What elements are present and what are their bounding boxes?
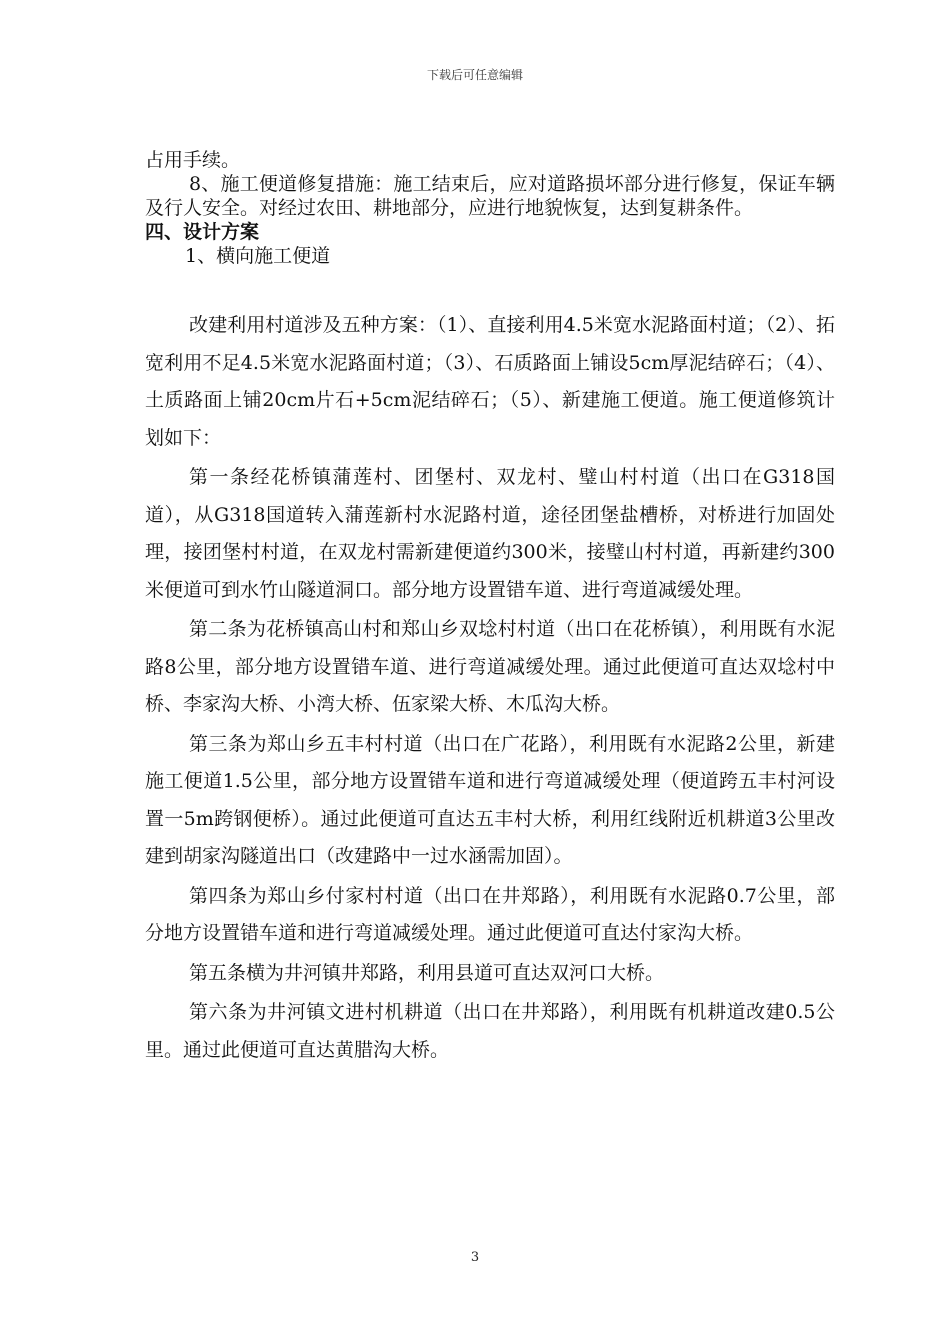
paragraph-schemes: 改建利用村道涉及五种方案：（1）、直接利用4.5米宽水泥路面村道；（2）、拓宽利用不足4.5米宽水泥路面村道；（3）、石质路面上铺设5cm厚泥结碎石；（4）、土质路面上铺20cm片石+5cm泥结碎石；（5）、新建施工便道。施工便道修筑计划如下： (145, 314, 835, 449)
page-number: 3 (470, 1250, 480, 1265)
section-heading: 四、设计方案 (145, 221, 260, 243)
paragraph-route-6: 第六条为井河镇文进村机耕道（出口在井郑路），利用既有机耕道改建0.5公里。通过此便道可直达黄腊沟大桥。 (145, 1001, 835, 1061)
paragraph-route-2: 第二条为花桥镇高山村和郑山乡双埝村村道（出口在花桥镇），利用既有水泥路8公里，部分地方设置错车道、进行弯道减缓处理。通过此便道可直达双埝村中桥、李家沟大桥、小湾大桥、伍家梁大桥、木瓜沟大桥。 (145, 618, 835, 715)
paragraph-route-3: 第三条为郑山乡五丰村村道（出口在广花路），利用既有水泥路2公里，新建施工便道1.5公里，部分地方设置错车道和进行弯道减缓处理（便道跨五丰村河设置一5m跨钢便桥）。通过此便道可直达五丰村大桥，利用红线附近机耕道3公里改建到胡家沟隧道出口（改建路中一过水涵需加固）。 (145, 732, 835, 867)
paragraph-route-1: 第一条经花桥镇蒲莲村、团堡村、双龙村、璧山村村道（出口在G318国道），从G318国道转入蒲莲新村水泥路村道，途径团堡盐槽桥，对桥进行加固处理，接团堡村村道，在双龙村需新建便道约300米，接璧山村村道，再新建约300米便道可到水竹山隧道洞口。部分地方设置错车道、进行弯道减缓处理。 (145, 466, 835, 601)
paragraph-route-5: 第五条横为井河镇井郑路，利用县道可直达双河口大桥。 (189, 961, 665, 984)
body-text-block (145, 307, 835, 1069)
paragraph-route-4: 第四条为郑山乡付家村村道（出口在井郑路），利用既有水泥路0.7公里，部分地方设置错车道和进行弯道减缓处理。通过此便道可直达付家沟大桥。 (145, 884, 835, 944)
sub-heading: 1、横向施工便道 (185, 245, 331, 267)
dense-text-block (145, 148, 835, 268)
page-header: 下载后可任意编辑 (426, 68, 523, 82)
paragraph-continuation: 占用手续。 (145, 149, 241, 171)
paragraph-repair-measures: 8、施工便道修复措施：施工结束后，应对道路损坏部分进行修复，保证车辆及行人安全。对经过农田、耕地部分，应进行地貌恢复，达到复耕条件。 (145, 173, 835, 219)
